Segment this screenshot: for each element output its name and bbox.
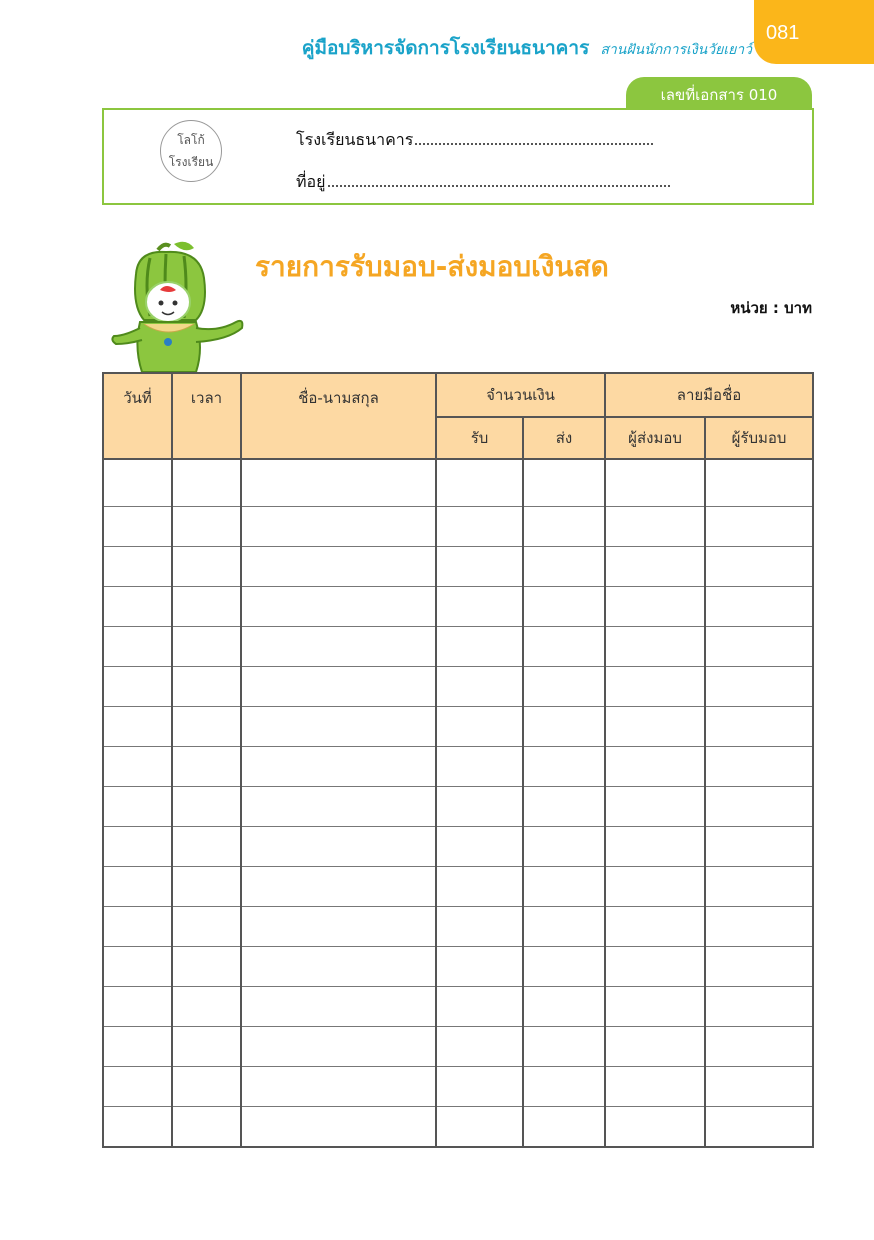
cell-sender-signature[interactable] [605,827,705,867]
cell-sender-signature[interactable] [605,787,705,827]
cell-sender-signature[interactable] [605,547,705,587]
unit-label: หน่วย : บาท [730,299,812,317]
col-header-time: เวลา [172,373,241,459]
cell-date[interactable] [103,507,172,547]
cell-receiver-signature[interactable] [705,1107,813,1148]
cell-time[interactable] [172,507,241,547]
cell-time[interactable] [172,987,241,1027]
cell-send[interactable] [523,667,605,707]
table-body [103,459,813,1147]
address-field[interactable] [296,170,670,195]
cell-sender-signature[interactable] [605,507,705,547]
cell-send[interactable] [523,747,605,787]
cell-send[interactable] [523,1027,605,1067]
cell-receiver-signature[interactable] [705,867,813,907]
form-title: รายการรับมอบ-ส่งมอบเงินสด [255,250,609,283]
cell-time[interactable] [172,459,241,507]
cell-time[interactable] [172,1067,241,1107]
cell-sender-signature[interactable] [605,459,705,507]
cell-date[interactable] [103,787,172,827]
cell-time[interactable] [172,747,241,787]
table-row [103,907,813,947]
table-row [103,827,813,867]
col-header-name: ชื่อ-นามสกุล [241,373,436,459]
table-row [103,587,813,627]
cell-time[interactable] [172,947,241,987]
address-label: ที่อยู่ [296,172,326,191]
cell-date[interactable] [103,947,172,987]
logo-label-line1: โลโก้ [177,133,205,147]
mascot-left-eye [159,301,164,306]
mascot-leaf [174,242,194,251]
cell-date[interactable] [103,987,172,1027]
table-row [103,707,813,747]
subheader-sender: ผู้ส่งมอบ [605,417,705,459]
cell-name[interactable] [241,867,436,907]
cell-date[interactable] [103,707,172,747]
cell-sender-signature[interactable] [605,747,705,787]
cell-name[interactable] [241,587,436,627]
school-logo-placeholder [160,120,222,182]
cell-receive[interactable] [436,867,523,907]
cell-receive[interactable] [436,1107,523,1148]
cell-receiver-signature[interactable] [705,459,813,507]
cell-send[interactable] [523,707,605,747]
cell-send[interactable] [523,627,605,667]
cell-receiver-signature[interactable] [705,627,813,667]
cell-time[interactable] [172,1027,241,1067]
cell-time[interactable] [172,907,241,947]
cell-send[interactable] [523,459,605,507]
cell-sender-signature[interactable] [605,627,705,667]
cell-sender-signature[interactable] [605,987,705,1027]
cell-sender-signature[interactable] [605,907,705,947]
bank-name-field[interactable] [296,128,653,153]
cell-receiver-signature[interactable] [705,907,813,947]
cell-date[interactable] [103,827,172,867]
cell-receive[interactable] [436,507,523,547]
cell-send[interactable] [523,867,605,907]
mascot-left-arm [112,328,142,344]
cell-name[interactable] [241,1067,436,1107]
cell-send[interactable] [523,907,605,947]
watermelon-mascot-illustration [108,240,258,372]
table-row [103,787,813,827]
cell-send[interactable] [523,947,605,987]
cell-time[interactable] [172,1107,241,1148]
cell-receive[interactable] [436,707,523,747]
cell-send[interactable] [523,1107,605,1148]
bank-name-blank[interactable] [415,143,653,145]
cell-sender-signature[interactable] [605,587,705,627]
document-number-tab: เลขที่เอกสาร 010 [626,77,812,109]
cell-send[interactable] [523,587,605,627]
cell-date[interactable] [103,1107,172,1148]
cell-sender-signature[interactable] [605,667,705,707]
table-row [103,987,813,1027]
bank-name-label: โรงเรียนธนาคาร [296,130,414,149]
cell-sender-signature[interactable] [605,867,705,907]
subheader-receive: รับ [436,417,523,459]
col-header-amount: จำนวนเงิน [436,373,605,417]
mascot-stem [158,245,170,250]
cell-sender-signature[interactable] [605,1107,705,1148]
cell-send[interactable] [523,787,605,827]
cell-receive[interactable] [436,627,523,667]
address-blank[interactable] [328,185,670,187]
cell-receiver-signature[interactable] [705,827,813,867]
cell-send[interactable] [523,507,605,547]
table-row [103,747,813,787]
mascot-badge [164,338,172,346]
cell-receiver-signature[interactable] [705,947,813,987]
subheader-receiver: ผู้รับมอบ [705,417,813,459]
cell-sender-signature[interactable] [605,707,705,747]
cell-time[interactable] [172,707,241,747]
table-row [103,667,813,707]
cell-name[interactable] [241,459,436,507]
table-row [103,1067,813,1107]
col-header-signature: ลายมือชื่อ [605,373,813,417]
cell-receiver-signature[interactable] [705,787,813,827]
cell-sender-signature[interactable] [605,947,705,987]
cell-receiver-signature[interactable] [705,747,813,787]
cell-name[interactable] [241,547,436,587]
table-row [103,459,813,507]
page-number: 081 [754,0,874,64]
cell-time[interactable] [172,587,241,627]
cell-date[interactable] [103,547,172,587]
cell-time[interactable] [172,667,241,707]
cell-receive[interactable] [436,987,523,1027]
col-header-date: วันที่ [103,373,172,459]
cell-name[interactable] [241,787,436,827]
cell-date[interactable] [103,459,172,507]
cell-receive[interactable] [436,667,523,707]
header-subtitle: สานฝันนักการเงินวัยเยาว์ [600,42,752,58]
cell-date[interactable] [103,667,172,707]
cell-time[interactable] [172,787,241,827]
cell-receive[interactable] [436,827,523,867]
cell-send[interactable] [523,827,605,867]
cell-name[interactable] [241,707,436,747]
cell-date[interactable] [103,1027,172,1067]
cell-send[interactable] [523,987,605,1027]
running-header [302,33,752,63]
cell-send[interactable] [523,1067,605,1107]
cell-time[interactable] [172,827,241,867]
table-row [103,547,813,587]
cell-receiver-signature[interactable] [705,1027,813,1067]
cell-receiver-signature[interactable] [705,707,813,747]
cell-receive[interactable] [436,587,523,627]
cell-time[interactable] [172,547,241,587]
cell-time[interactable] [172,867,241,907]
table-row [103,947,813,987]
cell-sender-signature[interactable] [605,1027,705,1067]
school-info-box [102,108,814,205]
cell-date[interactable] [103,627,172,667]
cell-receiver-signature[interactable] [705,667,813,707]
cell-receive[interactable] [436,787,523,827]
cell-name[interactable] [241,627,436,667]
mascot-right-arm [196,321,242,342]
cell-receive[interactable] [436,547,523,587]
cell-receiver-signature[interactable] [705,547,813,587]
table-row [103,867,813,907]
table-row [103,627,813,667]
cash-handover-table [102,372,814,1148]
cell-receiver-signature[interactable] [705,987,813,1027]
cell-name[interactable] [241,1107,436,1148]
table-row [103,507,813,547]
cell-sender-signature[interactable] [605,1067,705,1107]
cell-date[interactable] [103,1067,172,1107]
cell-receive[interactable] [436,947,523,987]
cell-name[interactable] [241,947,436,987]
header-title: คู่มือบริหารจัดการโรงเรียนธนาคาร [301,37,590,59]
cell-receive[interactable] [436,747,523,787]
cell-receiver-signature[interactable] [705,587,813,627]
cell-name[interactable] [241,747,436,787]
cell-send[interactable] [523,547,605,587]
cell-name[interactable] [241,1027,436,1067]
cell-receive[interactable] [436,459,523,507]
cell-receive[interactable] [436,907,523,947]
cell-name[interactable] [241,907,436,947]
cell-date[interactable] [103,867,172,907]
mascot-right-eye [173,301,178,306]
cell-name[interactable] [241,507,436,547]
cell-date[interactable] [103,907,172,947]
cell-date[interactable] [103,587,172,627]
cell-receive[interactable] [436,1027,523,1067]
table-row [103,1107,813,1148]
cell-receive[interactable] [436,1067,523,1107]
cell-name[interactable] [241,827,436,867]
cell-name[interactable] [241,667,436,707]
logo-label-line2: โรงเรียน [168,155,214,169]
subheader-send: ส่ง [523,417,605,459]
cell-receiver-signature[interactable] [705,507,813,547]
cell-date[interactable] [103,747,172,787]
cell-receiver-signature[interactable] [705,1067,813,1107]
cell-time[interactable] [172,627,241,667]
table-row [103,1027,813,1067]
cell-name[interactable] [241,987,436,1027]
